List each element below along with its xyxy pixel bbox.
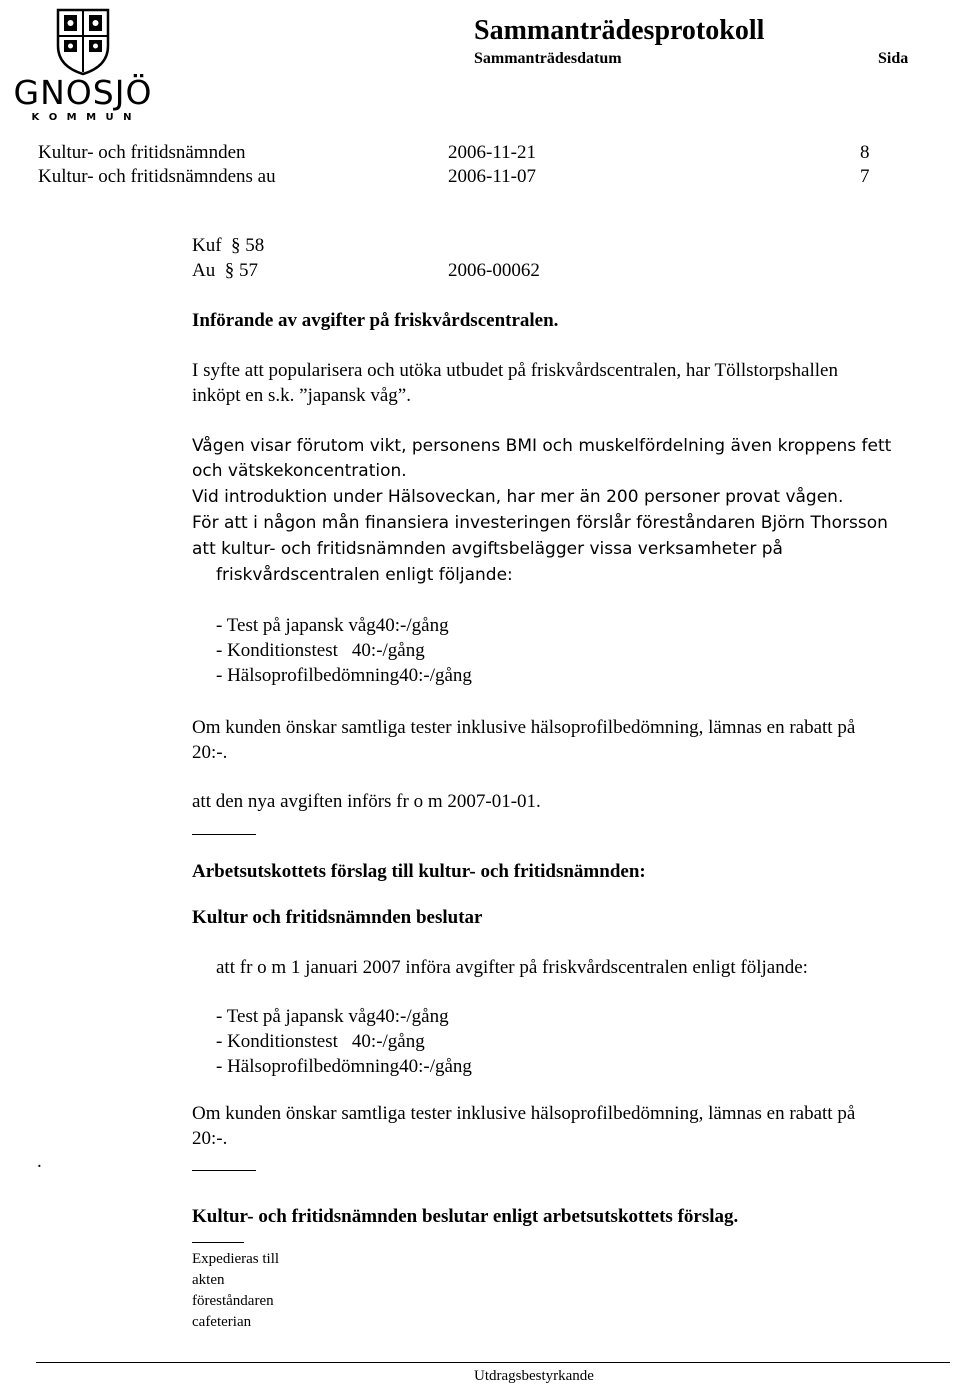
meeting-page: 7 (860, 166, 870, 187)
scale-description-line: och vätskekoncentration. (192, 461, 407, 481)
price-item (216, 1055, 472, 1078)
intro-line: inköpt en s.k. ”japansk våg”. (192, 385, 411, 406)
price-item-label: - Konditionstest (216, 1031, 338, 1052)
proposal-line: För att i någon mån finansiera investeringen förslår föreståndaren Björn Thorsson (192, 513, 888, 533)
distribution-rule (192, 1242, 244, 1243)
price-item (216, 639, 425, 662)
svg-text:K O M M U N: K O M M U N (31, 112, 135, 123)
au-paragraph-ref: Au § 57 (192, 260, 258, 281)
meeting-date-label: Sammanträdesdatum (474, 50, 622, 67)
discount-line: 20:-. (192, 1128, 228, 1149)
price-item-label: - Konditionstest (216, 640, 338, 661)
price-item (216, 664, 472, 687)
scale-description-line: Vågen visar förutom vikt, personens BMI och muskelfördelning även kroppens fett (192, 436, 892, 456)
municipality-logo (10, 6, 156, 124)
decision-text: att fr o m 1 januari 2007 införa avgifter på friskvårdscentralen enligt följande: (216, 957, 808, 978)
document-title: Sammanträdesprotokoll (474, 15, 765, 46)
discount-line: 20:-. (192, 742, 228, 763)
price-item-label: - Test på japansk våg (216, 1006, 376, 1027)
start-date-line: att den nya avgiften införs fr o m 2007-01-01. (192, 791, 541, 812)
price-item-price: 40:-/gång (351, 1031, 425, 1052)
price-item (216, 1030, 425, 1053)
decision-heading: Kultur och fritidsnämnden beslutar (192, 907, 483, 928)
meeting-page: 8 (860, 142, 870, 163)
price-item-label: - Hälsoprofilbedömning (216, 665, 400, 686)
footer-rule (36, 1362, 950, 1363)
section-heading: Införande av avgifter på friskvårdscentralen. (192, 310, 559, 331)
discount-line: Om kunden önskar samtliga tester inklusive hälsoprofilbedömning, lämnas en rabatt på (192, 1103, 856, 1124)
price-item-label: - Test på japansk våg (216, 615, 376, 636)
distribution-item: Expedieras till (192, 1251, 280, 1267)
distribution-item: föreståndaren (192, 1293, 274, 1309)
kuf-paragraph-ref: Kuf § 58 (192, 235, 265, 256)
proposal-line: friskvårdscentralen enligt följande: (216, 565, 513, 585)
case-number: 2006-00062 (448, 260, 540, 281)
price-item-price: 40:-/gång (375, 1006, 449, 1027)
intro-line: I syfte att popularisera och utöka utbudet på friskvårdscentralen, har Töllstorpshallen (192, 360, 838, 381)
price-item-label: - Hälsoprofilbedömning (216, 1056, 400, 1077)
price-item-price: 40:-/gång (375, 615, 449, 636)
discount-line: Om kunden önskar samtliga tester inklusive hälsoprofilbedömning, lämnas en rabatt på (192, 717, 856, 738)
distribution-item: cafeterian (192, 1314, 252, 1330)
price-item (216, 1005, 449, 1028)
short-rule (192, 1170, 256, 1171)
left-margin-dot: . (37, 1151, 42, 1172)
price-item-price: 40:-/gång (351, 640, 425, 661)
coat-of-arms-icon (10, 6, 156, 124)
page-label: Sida (878, 50, 909, 67)
distribution-list (192, 1249, 279, 1333)
meeting-body: Kultur- och fritidsnämnden (38, 142, 246, 163)
meeting-date: 2006-11-21 (448, 142, 536, 163)
svg-text:GNOSJÖ: GNOSJÖ (13, 73, 153, 112)
price-item-price: 40:-/gång (399, 665, 472, 686)
certified-label: Utdragsbestyrkande (474, 1368, 594, 1384)
final-decision: Kultur- och fritidsnämnden beslutar enligt arbetsutskottets förslag. (192, 1206, 739, 1227)
scale-description-line: Vid introduktion under Hälsoveckan, har mer än 200 personer provat vågen. (192, 487, 844, 507)
price-item (216, 614, 449, 637)
short-rule (192, 834, 256, 835)
proposal-line: att kultur- och fritidsnämnden avgiftsbelägger vissa verksamheter på (192, 539, 783, 559)
distribution-item: akten (192, 1272, 225, 1288)
meeting-body: Kultur- och fritidsnämndens au (38, 166, 276, 187)
price-item-price: 40:-/gång (399, 1056, 472, 1077)
au-proposal-heading: Arbetsutskottets förslag till kultur- och fritidsnämnden: (192, 861, 646, 882)
meeting-date: 2006-11-07 (448, 166, 536, 187)
